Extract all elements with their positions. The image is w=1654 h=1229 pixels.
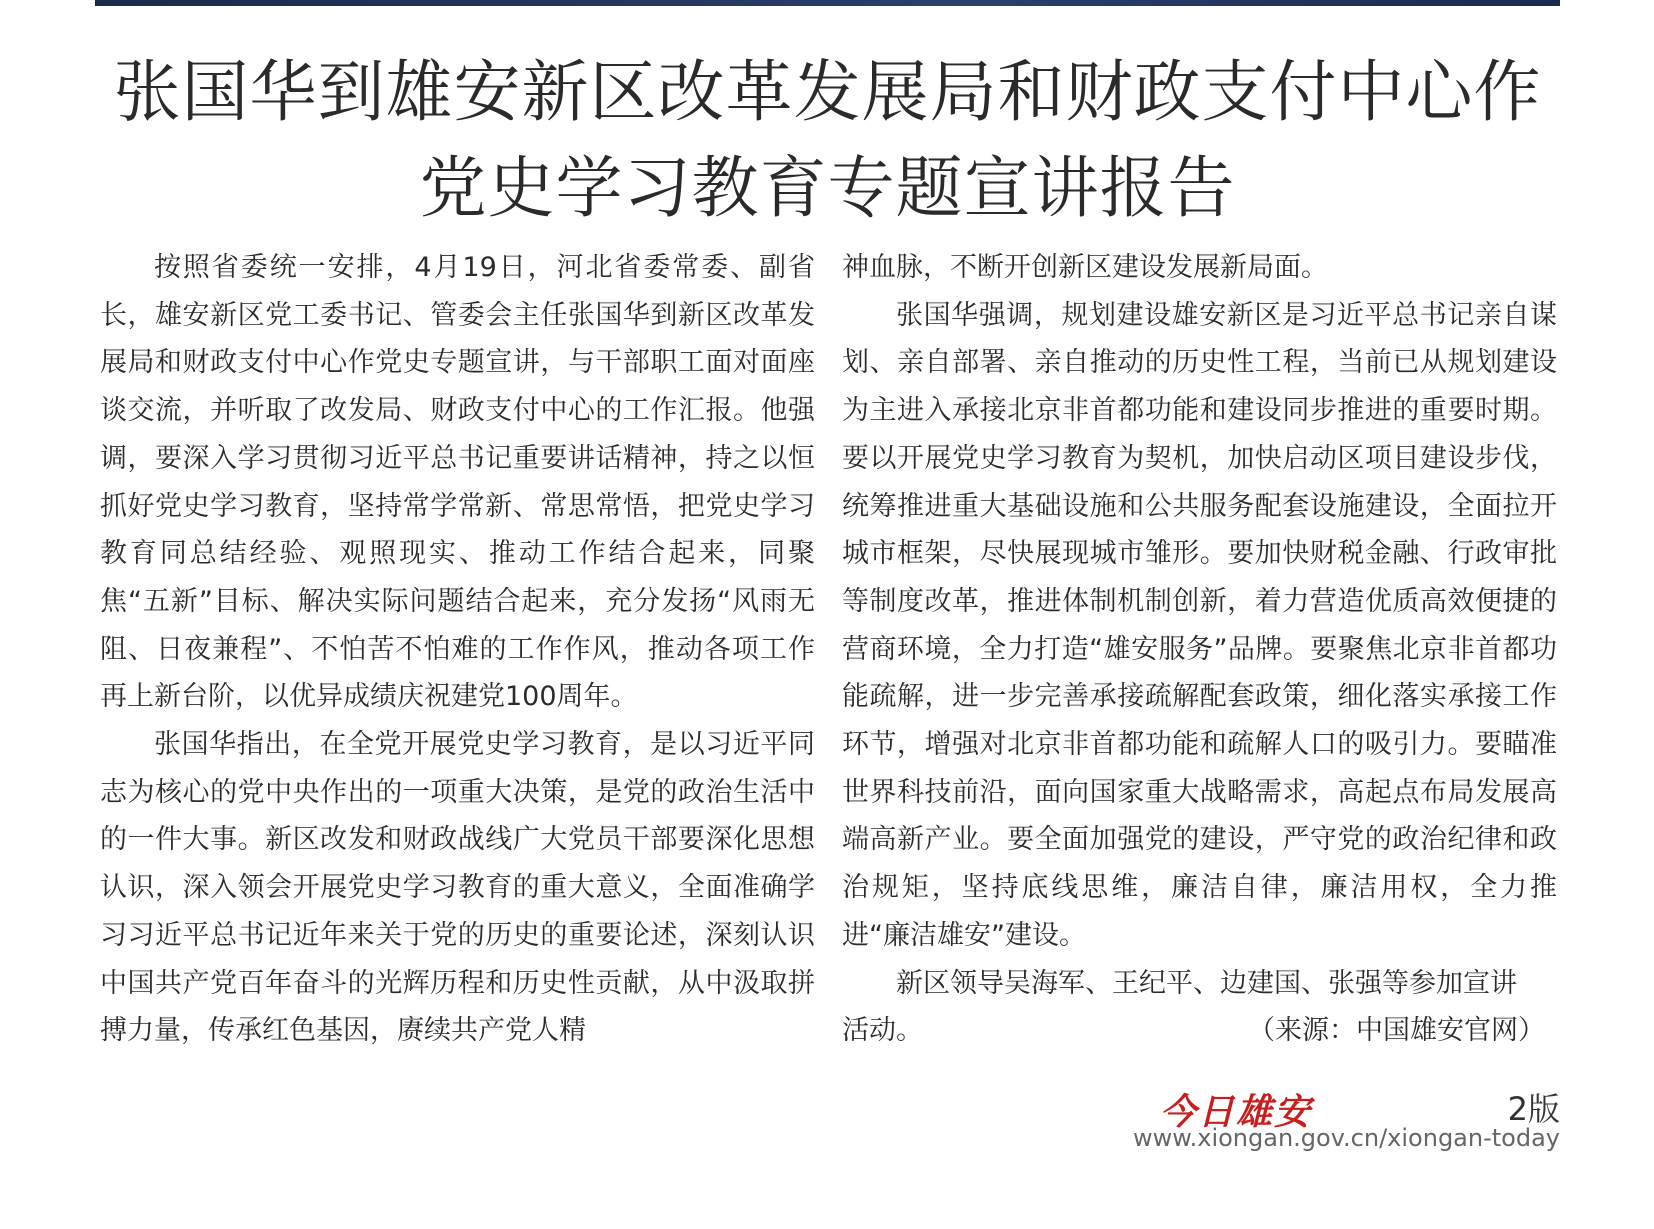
site-url: www.xiongan.gov.cn/xiongan-today (1132, 1124, 1560, 1152)
paragraph-3: 张国华强调，规划建设雄安新区是习近平总书记亲自谋划、亲自部署、亲自推动的历史性工程，当前已从规划建设为主进入承接北京非首都功能和建设同步推进的重要时期。要以开展党史学习教育为契机，加快启动区项目建设步伐，统筹推进重大基础设施和公共服务配套设施建设，全面拉开城市框架，尽快展现城市雏形。要加快财税金融、行政审批等制度改革，推进体制机制创新，着力营造优质高效便捷的营商环境，全力打造“雄安服务”品牌。要聚焦北京非首都功能疏解，进一步完善承接疏解配套政策，细化落实承接工作环节，增强对北京非首都功能和疏解人口的吸引力。要瞄准世界科技前沿，面向国家重大战略需求，高起点布局发展高端高新产业。要全面加强党的建设，严守党的政治纪律和政治规矩，坚持底线思维，廉洁自律，廉洁用权，全力推进“廉洁雄安”建设。 (842, 299, 1557, 951)
left-column (100, 244, 815, 1055)
paragraph-2-continuation: 神血脉，不断开创新区建设发展新局面。 (842, 252, 1328, 283)
page-number: 2版 (1507, 1090, 1560, 1128)
closing-word: 活动。 (842, 1015, 923, 1047)
closing-line (842, 1007, 1557, 1055)
article-headline (95, 44, 1560, 236)
paragraph-1: 按照省委统一安排，4月19日，河北省委常委、副省长，雄安新区党工委书记、管委会主任张国华到新区改革发展局和财政支付中心作党史专题宣讲，与干部职工面对面座谈交流，并听取了改发局、财政支付中心的工作汇报。他强调，要深入学习贯彻习近平总书记重要讲话精神，持之以恒抓好党史学习教育，坚持常学常新、常思常悟，把党史学习教育同总结经验、观照现实、推动工作结合起来，同聚焦“五新”目标、解决实际问题结合起来，充分发扬“风雨无阻、日夜兼程”、不怕苦不怕难的工作作风，推动各项工作再上新台阶，以优异成绩庆祝建党100周年。 (100, 252, 815, 713)
right-column (842, 244, 1557, 1055)
paragraph-4: 新区领导吴海军、王纪平、边建国、张强等参加宣讲 (896, 967, 1517, 999)
article-source: （来源：中国雄安官网） (1248, 1015, 1545, 1047)
top-rule (95, 0, 1560, 6)
brand-logo: 今日雄安 (1160, 1091, 1313, 1133)
paragraph-2: 张国华指出，在全党开展党史学习教育，是以习近平同志为核心的党中央作出的一项重大决策，是党的政治生活中的一件大事。新区改发和财政战线广大党员干部要深化思想认识，深入领会开展党史学习教育的重大意义，全面准确学习习近平总书记近年来关于党的历史的重要论述，深刻认识中国共产党百年奋斗的光辉历程和历史性贡献，从中汲取拼搏力量，传承红色基因，赓续共产党人精 (100, 729, 815, 1047)
headline-line-2: 党史学习教育专题宣讲报告 (419, 149, 1236, 227)
headline-line-1: 张国华到雄安新区改革发展局和财政支付中心作 (113, 53, 1542, 131)
